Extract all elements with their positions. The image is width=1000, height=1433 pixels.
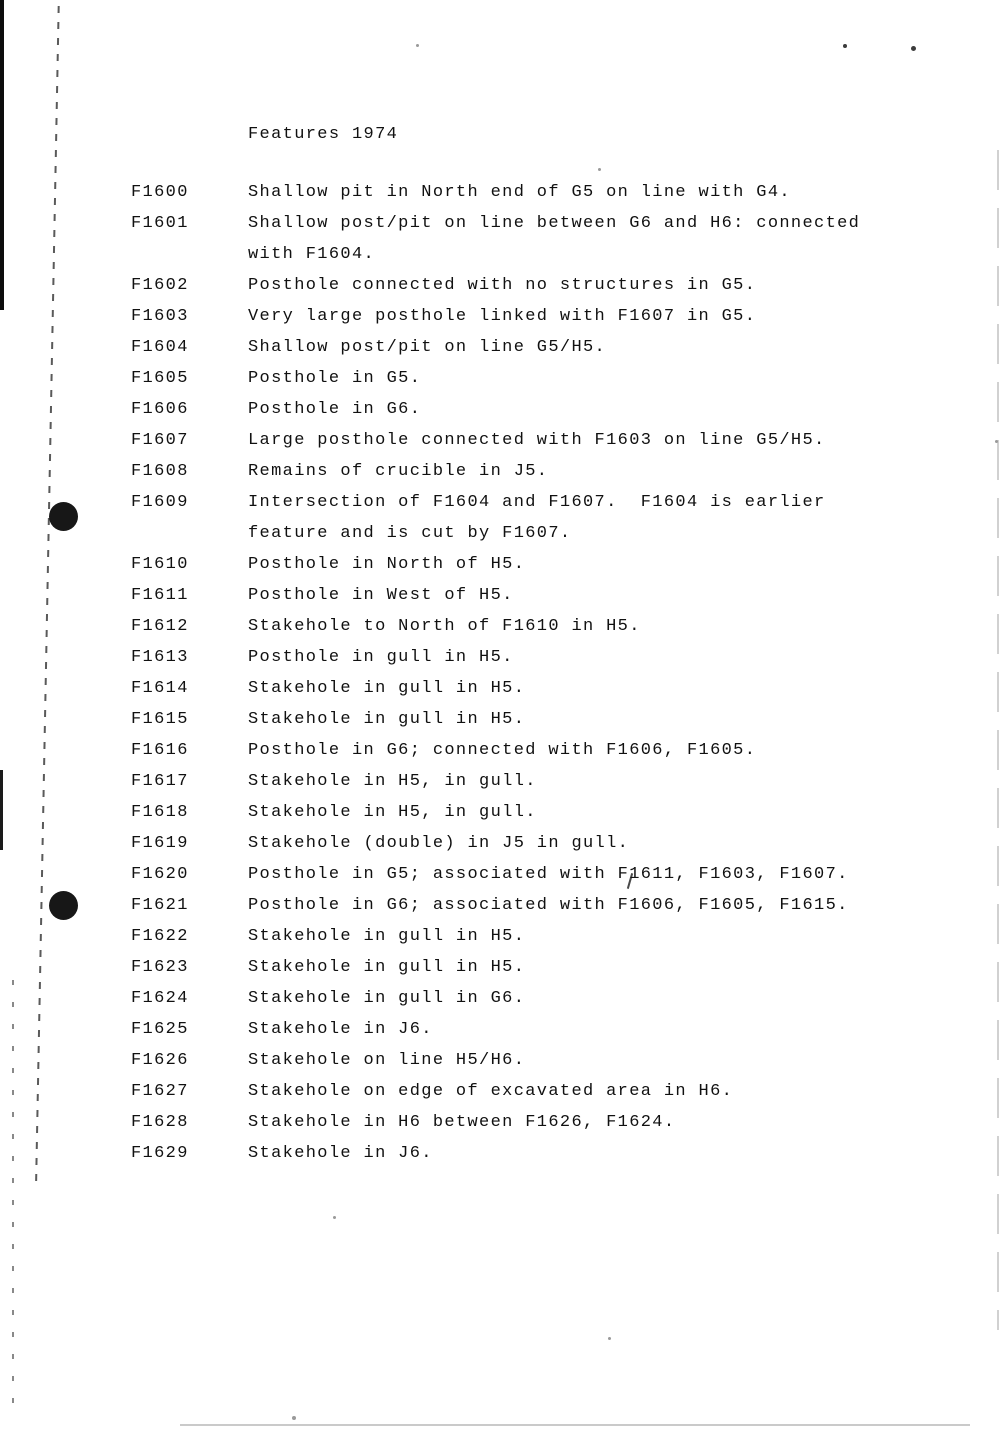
- feature-id: F1617: [131, 772, 189, 791]
- feature-id: F1616: [131, 741, 189, 760]
- feature-description: Posthole connected with no structures in G5.: [248, 276, 757, 295]
- feature-id: F1628: [131, 1113, 189, 1132]
- feature-entry-row: [0, 1020, 1000, 1051]
- feature-description: Very large posthole linked with F1607 in G5.: [248, 307, 757, 326]
- feature-id: F1600: [131, 183, 189, 202]
- feature-description: Posthole in G5; associated with F1611, F1603, F1607.: [248, 865, 849, 884]
- feature-id: F1605: [131, 369, 189, 388]
- feature-description: Stakehole in H6 between F1626, F1624.: [248, 1113, 676, 1132]
- feature-description: Stakehole in H5, in gull.: [248, 803, 537, 822]
- feature-id: F1606: [131, 400, 189, 419]
- feature-description: Posthole in G6; associated with F1606, F1605, F1615.: [248, 896, 849, 915]
- feature-entry-row: [0, 183, 1000, 214]
- feature-entry-row: [0, 834, 1000, 865]
- feature-entry-row: [0, 1051, 1000, 1082]
- feature-entry-row: [0, 958, 1000, 989]
- feature-id: F1614: [131, 679, 189, 698]
- feature-entry-continuation: [0, 524, 1000, 555]
- feature-description: Stakehole in gull in G6.: [248, 989, 526, 1008]
- feature-id: F1615: [131, 710, 189, 729]
- feature-description: Stakehole in J6.: [248, 1144, 433, 1163]
- feature-description: Large posthole connected with F1603 on line G5/H5.: [248, 431, 826, 450]
- feature-entry-row: [0, 896, 1000, 927]
- bottom-margin-rule: [180, 1424, 970, 1426]
- feature-id: F1603: [131, 307, 189, 326]
- feature-description: Stakehole in gull in H5.: [248, 958, 526, 977]
- feature-entry-row: [0, 369, 1000, 400]
- feature-id: F1613: [131, 648, 189, 667]
- feature-id: F1629: [131, 1144, 189, 1163]
- feature-description: Stakehole in H5, in gull.: [248, 772, 537, 791]
- feature-id: F1608: [131, 462, 189, 481]
- feature-description: Posthole in G5.: [248, 369, 422, 388]
- feature-entry-row: [0, 927, 1000, 958]
- feature-id: F1625: [131, 1020, 189, 1039]
- feature-id: F1618: [131, 803, 189, 822]
- feature-id: F1604: [131, 338, 189, 357]
- feature-entry-row: [0, 710, 1000, 741]
- feature-description: Shallow pit in North end of G5 on line with G4.: [248, 183, 791, 202]
- feature-list: [0, 183, 1000, 1175]
- feature-id: F1611: [131, 586, 189, 605]
- feature-id: F1610: [131, 555, 189, 574]
- page-title: Features 1974: [248, 125, 399, 144]
- toner-speck: [843, 44, 847, 48]
- feature-entry-row: [0, 989, 1000, 1020]
- toner-speck: [292, 1416, 296, 1420]
- feature-entry-row: [0, 555, 1000, 586]
- feature-id: F1601: [131, 214, 189, 233]
- feature-id: F1623: [131, 958, 189, 977]
- feature-description: Posthole in G6; connected with F1606, F1605.: [248, 741, 757, 760]
- feature-entry-row: [0, 617, 1000, 648]
- feature-id: F1602: [131, 276, 189, 295]
- feature-description: Stakehole in J6.: [248, 1020, 433, 1039]
- feature-entry-row: [0, 648, 1000, 679]
- feature-entry-continuation: [0, 245, 1000, 276]
- feature-entry-row: [0, 307, 1000, 338]
- toner-speck: [333, 1216, 336, 1219]
- feature-entry-row: [0, 741, 1000, 772]
- feature-entry-row: [0, 1113, 1000, 1144]
- feature-entry-row: [0, 431, 1000, 462]
- feature-description: Stakehole on edge of excavated area in H6.: [248, 1082, 734, 1101]
- feature-description: Shallow post/pit on line between G6 and H6: connected: [248, 214, 861, 233]
- feature-description: Stakehole on line H5/H6.: [248, 1051, 526, 1070]
- feature-description: Stakehole in gull in H5.: [248, 927, 526, 946]
- feature-entry-row: [0, 679, 1000, 710]
- feature-entry-row: [0, 586, 1000, 617]
- toner-speck: [416, 44, 419, 47]
- feature-description: Shallow post/pit on line G5/H5.: [248, 338, 607, 357]
- feature-description: Posthole in North of H5.: [248, 555, 526, 574]
- feature-entry-row: [0, 462, 1000, 493]
- feature-id: F1626: [131, 1051, 189, 1070]
- feature-description: Stakehole (double) in J5 in gull.: [248, 834, 630, 853]
- feature-id: F1624: [131, 989, 189, 1008]
- feature-id: F1619: [131, 834, 189, 853]
- toner-speck: [911, 46, 916, 51]
- feature-description: feature and is cut by F1607.: [248, 524, 572, 543]
- feature-entry-row: [0, 865, 1000, 896]
- toner-speck: [608, 1337, 611, 1340]
- feature-description: Stakehole in gull in H5.: [248, 679, 526, 698]
- feature-id: F1620: [131, 865, 189, 884]
- feature-description: Posthole in gull in H5.: [248, 648, 514, 667]
- feature-description: with F1604.: [248, 245, 376, 264]
- feature-entry-row: [0, 1082, 1000, 1113]
- feature-id: F1621: [131, 896, 189, 915]
- feature-description: Posthole in G6.: [248, 400, 422, 419]
- feature-entry-row: [0, 276, 1000, 307]
- feature-id: F1622: [131, 927, 189, 946]
- feature-description: Stakehole in gull in H5.: [248, 710, 526, 729]
- feature-id: F1607: [131, 431, 189, 450]
- feature-entry-row: [0, 338, 1000, 369]
- feature-entry-row: [0, 214, 1000, 245]
- toner-speck: [598, 168, 601, 171]
- feature-description: Remains of crucible in J5.: [248, 462, 549, 481]
- feature-entry-row: [0, 803, 1000, 834]
- feature-entry-row: [0, 400, 1000, 431]
- feature-id: F1627: [131, 1082, 189, 1101]
- feature-description: Intersection of F1604 and F1607. F1604 is earlier: [248, 493, 826, 512]
- feature-entry-row: [0, 493, 1000, 524]
- feature-description: Stakehole to North of F1610 in H5.: [248, 617, 641, 636]
- feature-id: F1612: [131, 617, 189, 636]
- feature-entry-row: [0, 772, 1000, 803]
- feature-description: Posthole in West of H5.: [248, 586, 514, 605]
- feature-id: F1609: [131, 493, 189, 512]
- feature-entry-row: [0, 1144, 1000, 1175]
